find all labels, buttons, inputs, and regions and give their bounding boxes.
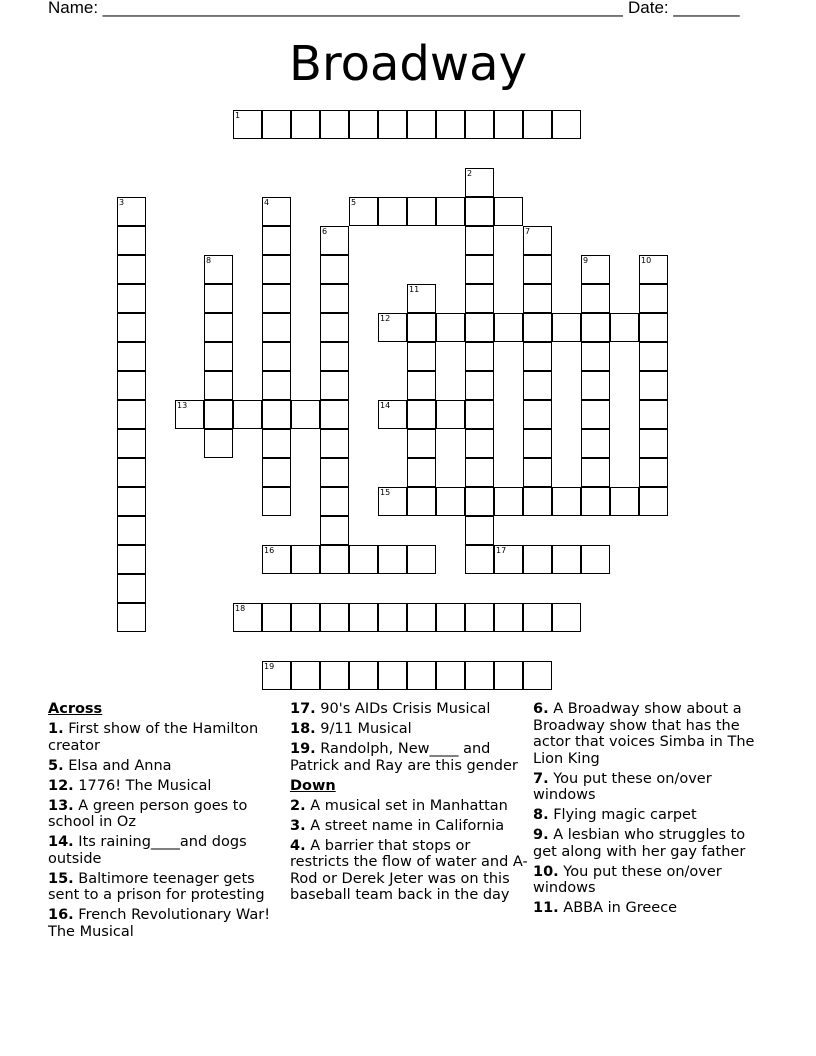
cell-number: 17 [496,546,507,555]
crossword-cell[interactable] [610,313,639,342]
crossword-cell[interactable] [465,516,494,545]
crossword-cell[interactable] [581,313,610,342]
crossword-cell[interactable] [291,603,320,632]
crossword-cell[interactable] [175,400,204,429]
crossword-cell[interactable] [320,545,349,574]
crossword-cell[interactable] [262,313,291,342]
clue-across-18: 18. 9/11 Musical [290,721,412,737]
cell-number: 3 [119,198,125,207]
crossword-cell[interactable] [436,661,465,690]
clues-column-3 [533,701,773,920]
clue-across-14: 14. Its raining____and dogs outside [48,834,247,867]
crossword-cell[interactable] [465,342,494,371]
crossword-cell[interactable] [465,458,494,487]
crossword-cell[interactable] [378,661,407,690]
crossword-cell[interactable] [262,545,291,574]
crossword-cell[interactable] [494,487,523,516]
crossword-cell[interactable] [407,284,436,313]
crossword-cell[interactable] [465,197,494,226]
crossword-cell[interactable] [581,371,610,400]
crossword-cell[interactable] [320,110,349,139]
crossword-cell[interactable] [349,110,378,139]
crossword-cell[interactable] [639,313,668,342]
cell-number: 11 [409,285,420,294]
crossword-cell[interactable] [436,603,465,632]
crossword-cell[interactable] [523,603,552,632]
crossword-cell[interactable] [320,603,349,632]
crossword-cell[interactable] [639,458,668,487]
crossword-cell[interactable] [465,110,494,139]
crossword-cell[interactable] [552,487,581,516]
crossword-cell[interactable] [262,661,291,690]
crossword-cell[interactable] [407,429,436,458]
crossword-cell[interactable] [262,110,291,139]
crossword-cell[interactable] [262,487,291,516]
clues-column-1 [48,701,286,944]
crossword-cell[interactable] [407,545,436,574]
cell-number: 7 [525,227,531,236]
crossword-cell[interactable] [262,429,291,458]
crossword-cell[interactable] [349,197,378,226]
crossword-cell[interactable] [552,545,581,574]
clue-across-17: 17. 90's AIDs Crisis Musical [290,701,491,717]
crossword-cell[interactable] [117,603,146,632]
crossword-cell[interactable] [465,255,494,284]
crossword-cell[interactable] [407,342,436,371]
crossword-cell[interactable] [204,371,233,400]
crossword-cell[interactable] [494,110,523,139]
crossword-cell[interactable] [494,313,523,342]
crossword-cell[interactable] [465,168,494,197]
crossword-cell[interactable] [262,284,291,313]
crossword-cell[interactable] [233,603,262,632]
crossword-cell[interactable] [436,197,465,226]
crossword-cell[interactable] [523,487,552,516]
crossword-cell[interactable] [320,458,349,487]
crossword-cell[interactable] [436,400,465,429]
crossword-cell[interactable] [349,661,378,690]
clue-across-13: 13. A green person goes to school in Oz [48,797,248,830]
crossword-cell[interactable] [465,487,494,516]
cell-number: 8 [206,256,212,265]
crossword-cell[interactable] [465,371,494,400]
clue-down-7: 7. You put these on/over windows [533,770,712,803]
cell-number: 15 [380,488,391,497]
crossword-cell[interactable] [436,110,465,139]
crossword-cell[interactable] [581,284,610,313]
crossword-cell[interactable] [523,371,552,400]
crossword-cell[interactable] [262,255,291,284]
crossword-cell[interactable] [291,661,320,690]
crossword-cell[interactable] [320,516,349,545]
crossword-cell[interactable] [523,661,552,690]
crossword-cell[interactable] [407,458,436,487]
crossword-cell[interactable] [262,226,291,255]
crossword-cell[interactable] [407,603,436,632]
crossword-cell[interactable] [320,255,349,284]
crossword-cell[interactable] [378,603,407,632]
cell-number: 5 [351,198,357,207]
crossword-cell[interactable] [262,342,291,371]
crossword-cell[interactable] [233,400,262,429]
cell-number: 4 [264,198,270,207]
crossword-cell[interactable] [291,110,320,139]
crossword-cell[interactable] [581,487,610,516]
crossword-cell[interactable] [581,458,610,487]
cell-number: 6 [322,227,328,236]
crossword-cell[interactable] [523,545,552,574]
crossword-cell[interactable] [523,284,552,313]
clue-across-12: 12. 1776! The Musical [48,777,212,794]
crossword-cell[interactable] [407,371,436,400]
date-field-label: Date: _______ [628,0,740,17]
crossword-cell[interactable] [117,574,146,603]
crossword-cell[interactable] [117,487,146,516]
crossword-cell[interactable] [262,371,291,400]
crossword-cell[interactable] [523,400,552,429]
clue-down-2: 2. A musical set in Manhattan [290,797,508,814]
crossword-cell[interactable] [465,400,494,429]
crossword-cell[interactable] [639,342,668,371]
crossword-cell[interactable] [494,545,523,574]
crossword-cell[interactable] [523,342,552,371]
crossword-cell[interactable] [523,255,552,284]
crossword-cell[interactable] [117,255,146,284]
crossword-cell[interactable] [639,284,668,313]
crossword-cell[interactable] [610,487,639,516]
crossword-cell[interactable] [552,603,581,632]
crossword-cell[interactable] [291,545,320,574]
down-heading: Down [290,777,336,794]
crossword-cell[interactable] [117,400,146,429]
crossword-cell[interactable] [117,371,146,400]
crossword-cell[interactable] [262,197,291,226]
crossword-cell[interactable] [407,400,436,429]
crossword-cell[interactable] [320,661,349,690]
crossword-cell[interactable] [320,342,349,371]
clue-down-8: 8. Flying magic carpet [533,807,697,823]
cell-number: 12 [380,314,391,323]
crossword-cell[interactable] [378,487,407,516]
crossword-cell[interactable] [349,603,378,632]
clue-down-9: 9. A lesbian who struggles to get along with her gay father [533,827,746,860]
clue-down-11: 11. ABBA in Greece [533,900,678,916]
crossword-cell[interactable] [117,516,146,545]
crossword-cell[interactable] [581,429,610,458]
crossword-cell[interactable] [436,487,465,516]
crossword-cell[interactable] [320,400,349,429]
crossword-cell[interactable] [320,313,349,342]
crossword-cell[interactable] [639,255,668,284]
crossword-cell[interactable] [320,429,349,458]
crossword-cell[interactable] [407,661,436,690]
cell-number: 1 [235,111,241,120]
clue-down-10: 10. You put these on/over windows [533,863,722,896]
clue-across-19: 19. Randolph, New____ and Patrick and Ray are this gender [290,741,518,774]
crossword-cell[interactable] [117,313,146,342]
crossword-cell[interactable] [494,197,523,226]
crossword-cell[interactable] [523,110,552,139]
crossword-cell[interactable] [552,110,581,139]
clue-across-5: 5. Elsa and Anna [48,757,172,774]
crossword-cell[interactable] [407,313,436,342]
crossword-cell[interactable] [465,661,494,690]
crossword-cell[interactable] [117,284,146,313]
crossword-cell[interactable] [349,545,378,574]
crossword-cell[interactable] [407,197,436,226]
cell-number: 18 [235,604,246,613]
crossword-cell[interactable] [378,545,407,574]
crossword-cell[interactable] [117,226,146,255]
crossword-cell[interactable] [320,371,349,400]
crossword-cell[interactable] [262,603,291,632]
clues-column-2 [290,701,528,907]
crossword-cell[interactable] [465,313,494,342]
clue-across-15: 15. Baltimore teenager gets sent to a prison for protesting [48,870,265,903]
crossword-cell[interactable] [523,226,552,255]
crossword-cell[interactable] [494,661,523,690]
crossword-cell[interactable] [581,342,610,371]
clue-across-1: 1. First show of the Hamilton creator [48,721,259,754]
cell-number: 2 [467,169,473,178]
crossword-cell[interactable] [320,487,349,516]
crossword-cell[interactable] [523,429,552,458]
crossword-cell[interactable] [262,400,291,429]
across-heading: Across [48,701,103,717]
cell-number: 13 [177,401,188,410]
crossword-cell[interactable] [465,545,494,574]
crossword-cell[interactable] [117,342,146,371]
clue-across-16: 16. French Revolutionary War! The Musical [48,907,271,940]
crossword-cell[interactable] [639,400,668,429]
crossword-cell[interactable] [320,226,349,255]
crossword-cell[interactable] [465,603,494,632]
crossword-cell[interactable] [204,429,233,458]
name-field-label: Name: _______________________________________________________ [48,0,623,17]
crossword-cell[interactable] [378,110,407,139]
crossword-cell[interactable] [117,458,146,487]
crossword-cell[interactable] [204,342,233,371]
crossword-cell[interactable] [552,313,581,342]
cell-number: 9 [583,256,589,265]
crossword-cell[interactable] [378,197,407,226]
crossword-cell[interactable] [117,429,146,458]
crossword-cell[interactable] [204,284,233,313]
cell-number: 14 [380,401,391,410]
crossword-cell[interactable] [436,313,465,342]
crossword-cell[interactable] [378,313,407,342]
cell-number: 10 [641,256,652,265]
crossword-cell[interactable] [117,545,146,574]
clue-down-4: 4. A barrier that stops or restricts the flow of water and A-Rod or Derek Jeter was on this baseball team back in the day [290,837,528,903]
crossword-cell[interactable] [581,400,610,429]
cell-number: 16 [264,546,275,555]
crossword-cell[interactable] [378,400,407,429]
crossword-cell[interactable] [407,487,436,516]
crossword-cell[interactable] [465,429,494,458]
crossword-cell[interactable] [523,313,552,342]
crossword-cell[interactable] [523,458,552,487]
crossword-cell[interactable] [117,197,146,226]
crossword-cell[interactable] [494,603,523,632]
crossword-cell[interactable] [465,284,494,313]
crossword-cell[interactable] [204,313,233,342]
crossword-cell[interactable] [204,255,233,284]
crossword-cell[interactable] [262,458,291,487]
crossword-cell[interactable] [407,110,436,139]
clue-down-6: 6. A Broadway show about a Broadway show that has the actor that voices Simba in The Lion King [533,701,755,767]
crossword-cell[interactable] [581,255,610,284]
crossword-cell[interactable] [233,110,262,139]
crossword-cell[interactable] [204,400,233,429]
page-title: Broadway [289,36,527,92]
crossword-cell[interactable] [581,545,610,574]
crossword-cell[interactable] [639,371,668,400]
clue-down-3: 3. A street name in California [290,817,505,834]
crossword-cell[interactable] [465,226,494,255]
crossword-cell[interactable] [639,429,668,458]
crossword-cell[interactable] [320,284,349,313]
crossword-cell[interactable] [291,400,320,429]
cell-number: 19 [264,662,275,671]
crossword-cell[interactable] [639,487,668,516]
